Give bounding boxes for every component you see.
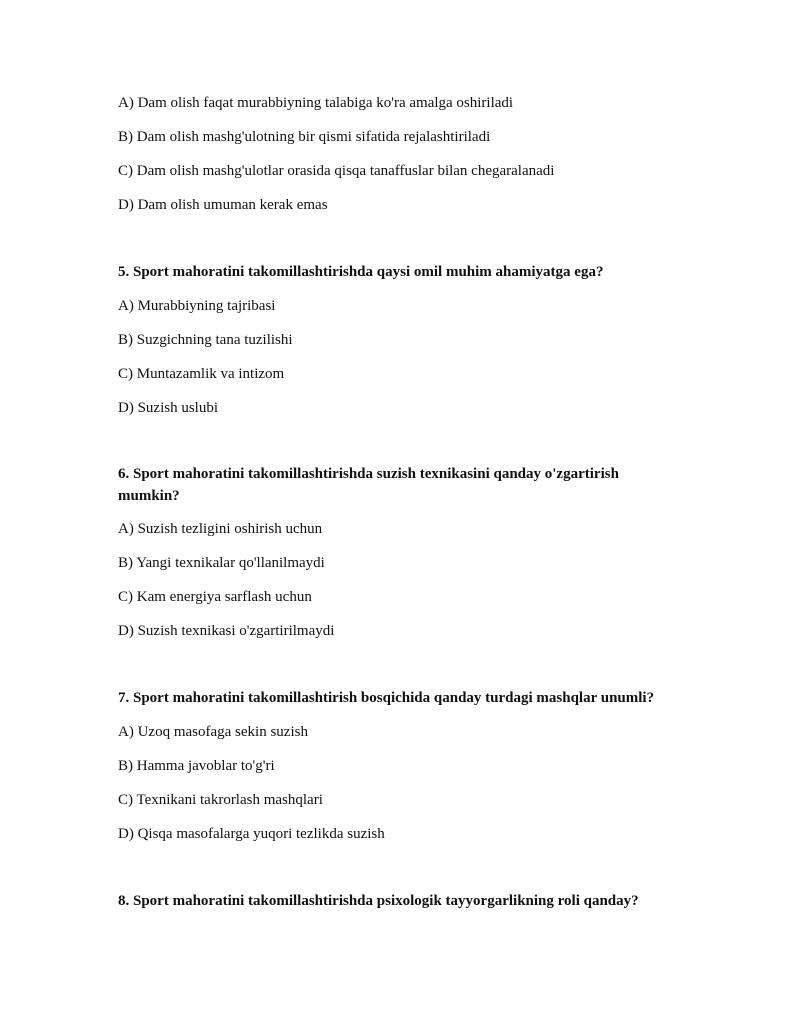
question-7: 7. Sport mahoratini takomillashtirish bosqichida qanday turdagi mashqlar unumli? <box>118 690 655 706</box>
option-c: C) Dam olish mashg'ulotlar orasida qisqa tanaffuslar bilan chegaralanadi <box>118 163 555 179</box>
question-5: 5. Sport mahoratini takomillashtirishda qaysi omil muhim ahamiyatga ega? <box>118 264 604 280</box>
q5-option-c: C) Muntazamlik va intizom <box>118 366 285 382</box>
q7-option-d: D) Qisqa masofalarga yuqori tezlikda suzish <box>118 826 385 842</box>
q5-option-b: B) Suzgichning tana tuzilishi <box>118 332 293 348</box>
q6-option-b: B) Yangi texnikalar qo'llanilmaydi <box>118 555 325 571</box>
q6-option-d: D) Suzish texnikasi o'zgartirilmaydi <box>118 623 335 639</box>
q6-option-a: A) Suzish tezligini oshirish uchun <box>118 521 323 537</box>
q6-option-c: C) Kam energiya sarflash uchun <box>118 589 312 605</box>
q7-option-c: C) Texnikani takrorlash mashqlari <box>118 792 323 808</box>
question-8: 8. Sport mahoratini takomillashtirishda psixologik tayyorgarlikning roli qanday? <box>118 893 639 909</box>
option-a: A) Dam olish faqat murabbiyning talabiga ko'ra amalga oshiriladi <box>118 95 514 111</box>
q7-option-b: B) Hamma javoblar to'g'ri <box>118 758 275 774</box>
option-d: D) Dam olish umuman kerak emas <box>118 197 328 213</box>
option-b: B) Dam olish mashg'ulotning bir qismi sifatida rejalashtiriladi <box>118 129 491 145</box>
question-6: 6. Sport mahoratini takomillashtirishda suzish texnikasini qanday o'zgartirish mumkin? <box>118 466 619 504</box>
q5-option-d: D) Suzish uslubi <box>118 400 219 416</box>
q5-option-a: A) Murabbiyning tajribasi <box>118 298 276 314</box>
q7-option-a: A) Uzoq masofaga sekin suzish <box>118 724 308 740</box>
